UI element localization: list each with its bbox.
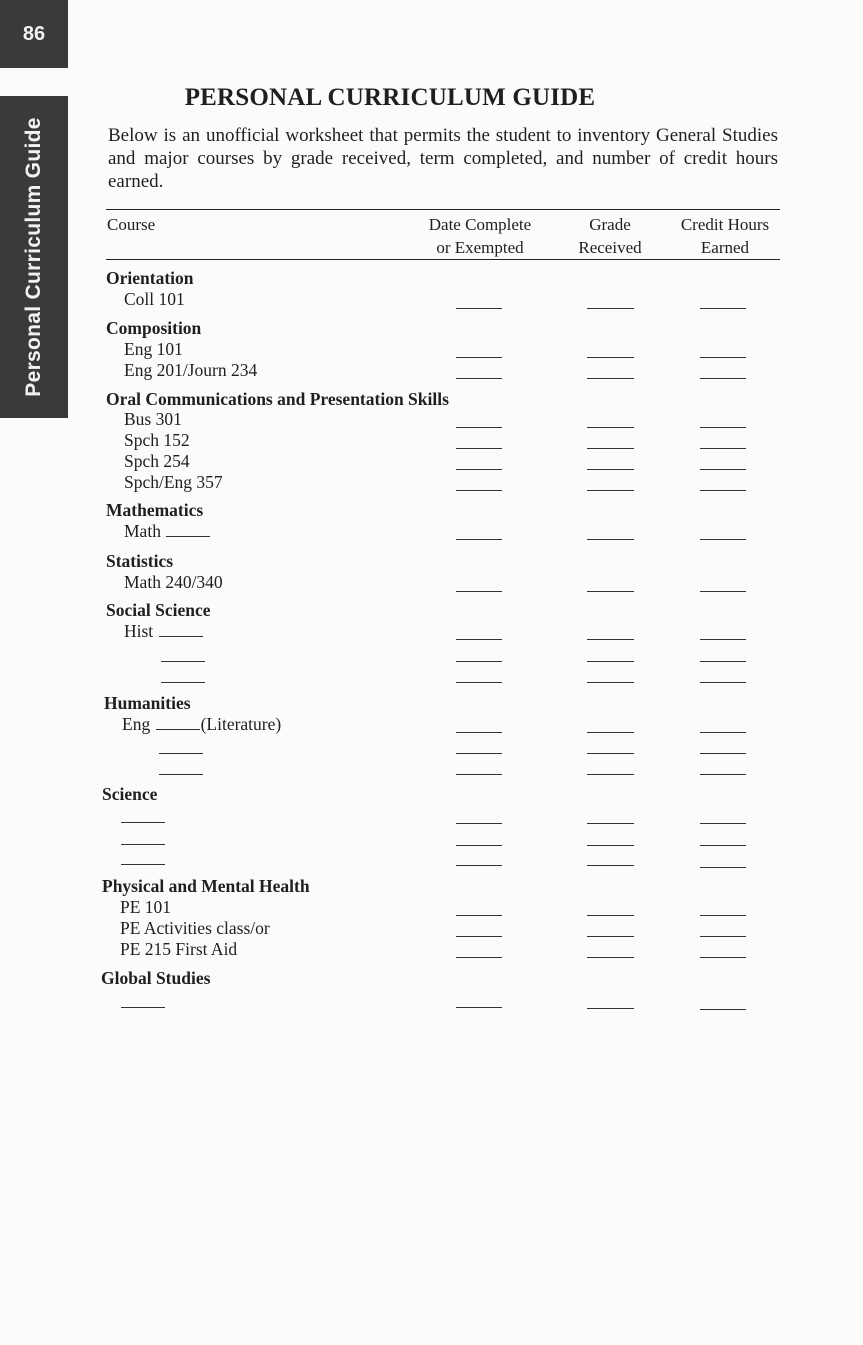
grade-blank — [587, 936, 634, 937]
header-date — [410, 213, 550, 259]
credit-blank — [700, 732, 746, 733]
date-blank — [456, 774, 502, 775]
date-blank — [456, 661, 502, 662]
section-heading-physical-mental-health: Physical and Mental Health — [102, 876, 310, 896]
grade-blank — [587, 865, 634, 866]
grade-blank — [587, 1008, 634, 1009]
header-credit — [665, 213, 785, 259]
credit-blank — [700, 357, 746, 358]
grade-blank — [587, 469, 634, 470]
grade-blank — [587, 957, 634, 958]
date-blank — [456, 639, 502, 640]
course-item-hist — [124, 621, 204, 642]
header-course: Course — [107, 215, 156, 234]
header-grade-line2: Received — [578, 238, 642, 257]
side-tab-label: Personal Curriculum Guide — [22, 117, 45, 397]
page-number-tab — [0, 0, 68, 68]
write-in-blank — [166, 535, 210, 537]
date-blank — [456, 753, 502, 754]
header-credit-line1: Credit Hours — [680, 215, 770, 234]
date-blank — [456, 936, 502, 937]
course-item: PE 101 — [120, 897, 172, 917]
date-blank — [456, 865, 502, 866]
course-prefix: Eng — [122, 714, 151, 734]
grade-blank — [587, 639, 634, 640]
date-blank — [456, 682, 502, 683]
write-in-blank — [121, 864, 165, 865]
credit-blank — [700, 915, 746, 916]
credit-blank — [700, 936, 746, 937]
credit-blank — [700, 378, 746, 379]
section-heading-mathematics: Mathematics — [106, 500, 204, 520]
grade-blank — [587, 539, 634, 540]
page-number: 86 — [22, 22, 46, 45]
date-blank — [456, 845, 502, 846]
section-heading-statistics: Statistics — [106, 551, 174, 571]
grade-blank — [587, 308, 634, 309]
credit-blank — [700, 774, 746, 775]
write-in-blank — [161, 682, 205, 683]
grade-blank — [587, 357, 634, 358]
header-date-line2: or Exempted — [436, 238, 524, 257]
section-heading-science: Science — [102, 784, 158, 804]
page-title: PERSONAL CURRICULUM GUIDE — [184, 84, 596, 111]
course-item: Spch 254 — [124, 451, 190, 471]
grade-blank — [587, 823, 634, 824]
write-in-blank — [121, 844, 165, 845]
date-blank — [456, 915, 502, 916]
course-item: Spch 152 — [124, 430, 190, 450]
grade-blank — [587, 753, 634, 754]
section-heading-composition: Composition — [106, 318, 202, 338]
credit-blank — [700, 1009, 746, 1010]
grade-blank — [587, 448, 634, 449]
grade-blank — [587, 915, 634, 916]
credit-blank — [700, 448, 746, 449]
date-blank — [456, 1007, 502, 1008]
credit-blank — [700, 682, 746, 683]
course-item: PE Activities class/or — [120, 918, 270, 938]
table-top-rule — [106, 209, 780, 210]
date-blank — [456, 448, 502, 449]
grade-blank — [587, 490, 634, 491]
write-in-blank — [159, 774, 203, 775]
course-item: Eng 101 — [124, 339, 183, 359]
grade-blank — [587, 591, 634, 592]
section-heading-global-studies: Global Studies — [101, 968, 211, 988]
grade-blank — [587, 845, 634, 846]
credit-blank — [700, 845, 746, 846]
credit-blank — [700, 539, 746, 540]
course-item: Math 240/340 — [124, 572, 223, 592]
course-item: Bus 301 — [124, 409, 182, 429]
credit-blank — [700, 823, 746, 824]
date-blank — [456, 732, 502, 733]
course-item: Coll 101 — [124, 289, 185, 309]
section-heading-oral-communications: Oral Communications and Presentation Skills — [106, 389, 449, 409]
write-in-blank — [159, 753, 203, 754]
date-blank — [456, 308, 502, 309]
credit-blank — [700, 867, 746, 868]
grade-blank — [587, 661, 634, 662]
credit-blank — [700, 753, 746, 754]
date-blank — [456, 469, 502, 470]
course-item: Spch/Eng 357 — [124, 472, 223, 492]
section-heading-social-science: Social Science — [106, 600, 211, 620]
course-item-eng-literature — [122, 714, 281, 735]
credit-blank — [700, 957, 746, 958]
write-in-blank — [161, 661, 205, 662]
write-in-blank — [121, 822, 165, 823]
grade-blank — [587, 427, 634, 428]
intro-paragraph: Below is an unofficial worksheet that permits the student to inventory General Studies and major courses by grade received, term completed, and number of credit hours earned. — [108, 125, 778, 192]
credit-blank — [700, 469, 746, 470]
header-grade — [560, 213, 660, 259]
date-blank — [456, 539, 502, 540]
date-blank — [456, 357, 502, 358]
grade-blank — [587, 682, 634, 683]
credit-blank — [700, 591, 746, 592]
header-grade-line1: Grade — [589, 215, 631, 234]
credit-blank — [700, 661, 746, 662]
write-in-blank — [156, 728, 200, 730]
section-heading-humanities: Humanities — [104, 693, 191, 713]
course-suffix: (Literature) — [200, 714, 282, 734]
grade-blank — [587, 732, 634, 733]
course-prefix: Math — [124, 521, 161, 541]
write-in-blank — [159, 635, 203, 637]
section-side-tab — [0, 96, 68, 418]
course-item-math — [124, 521, 211, 542]
write-in-blank — [121, 1007, 165, 1008]
header-date-line1: Date Complete — [428, 215, 532, 234]
grade-blank — [587, 378, 634, 379]
credit-blank — [700, 308, 746, 309]
course-item: Eng 201/Journ 234 — [124, 360, 258, 380]
course-item: PE 215 First Aid — [120, 939, 238, 959]
date-blank — [456, 378, 502, 379]
credit-blank — [700, 639, 746, 640]
section-heading-orientation: Orientation — [106, 268, 194, 288]
header-credit-line2: Earned — [700, 238, 750, 257]
date-blank — [456, 957, 502, 958]
course-prefix: Hist — [124, 621, 154, 641]
date-blank — [456, 591, 502, 592]
date-blank — [456, 823, 502, 824]
credit-blank — [700, 427, 746, 428]
date-blank — [456, 490, 502, 491]
table-header-rule — [106, 259, 780, 260]
date-blank — [456, 427, 502, 428]
credit-blank — [700, 490, 746, 491]
grade-blank — [587, 774, 634, 775]
